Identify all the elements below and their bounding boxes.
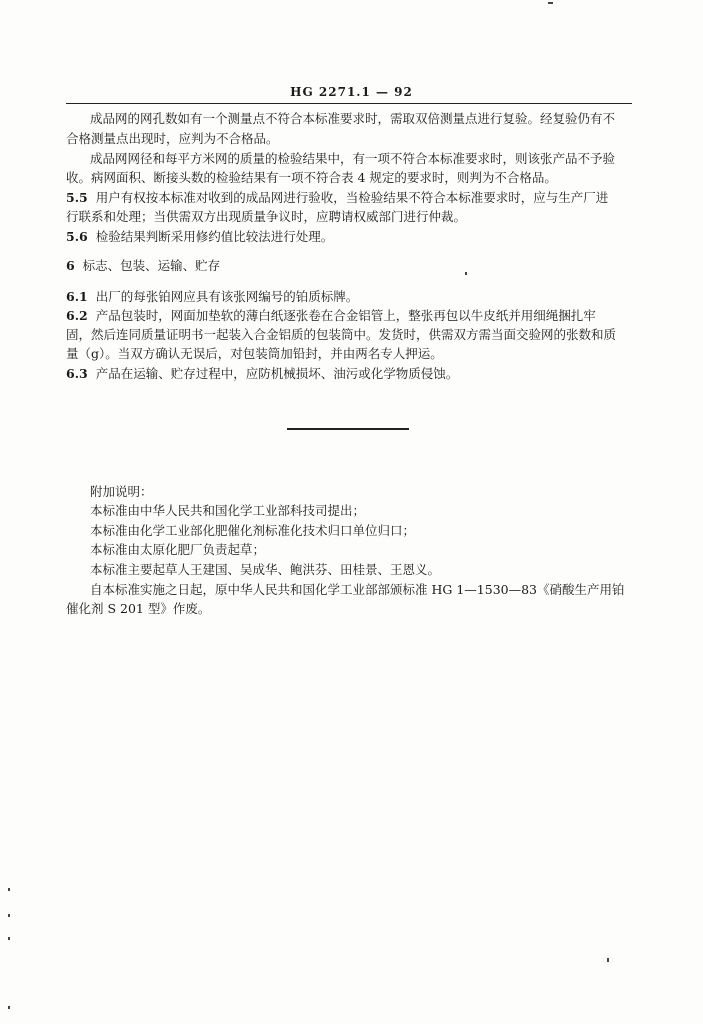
scan-speck <box>8 914 10 917</box>
scan-speck <box>8 888 10 891</box>
paragraph-line: 合格测量点出现时，应判为不合格品。 <box>66 131 279 146</box>
appendix-line: 本标准由中华人民共和国化学工业部科技司提出； <box>90 503 366 518</box>
paragraph-line: 固，然后连同质量证明书一起装入合金铝质的包装筒中。发货时，供需双方需当面交验网的张数和质 <box>66 327 617 342</box>
clause-text: 检验结果判断采用修约值比较法进行处理。 <box>95 229 334 244</box>
standard-code-header: HG 2271.1 — 92 <box>290 85 413 99</box>
clause-text: 用户有权按本标准对收到的成品网进行验收，当检验结果不符合本标准要求时，应与生产厂进 <box>95 190 609 205</box>
appendix-line: 本标准主要起草人王建国、吴成华、鲍洪芬、田桂景、王恩义。 <box>90 562 441 577</box>
section-title: 标志、包装、运输、贮存 <box>82 258 221 273</box>
clause-5-5 <box>66 190 608 206</box>
scan-speck <box>8 937 10 940</box>
appendix-line: 本标准由太原化肥厂负责起草； <box>90 542 266 557</box>
clause-number: 6.3 <box>66 366 88 381</box>
scan-speck <box>465 272 467 275</box>
section-number: 6 <box>66 258 75 273</box>
paragraph-line: 成品网网径和每平方米网的质量的检验结果中，有一项不符合本标准要求时，则该张产品不予验 <box>90 151 616 166</box>
clause-6-1 <box>66 289 358 305</box>
clause-6-3 <box>66 366 458 382</box>
appendix-title: 附加说明： <box>90 484 153 499</box>
clause-text: 产品包装时，网面加垫软的薄白纸逐张卷在合金铝管上，整张再包以牛皮纸并用细绳捆扎牢 <box>95 308 596 323</box>
header-rule <box>66 103 632 104</box>
clause-number: 5.5 <box>66 190 88 205</box>
paragraph-line: 收。病网面积、断接头数的检验结果有一项不符合表 4 规定的要求时，则判为不合格品。 <box>66 170 557 185</box>
clause-number: 6.2 <box>66 308 88 323</box>
paragraph-line: 成品网的网孔数如有一个测量点不符合本标准要求时，需取双倍测量点进行复验。经复验仍有不 <box>90 111 616 126</box>
appendix-line: 催化剂 S 201 型》作废。 <box>66 601 211 616</box>
clause-text: 出厂的每张铂网应具有该张网编号的铂质标牌。 <box>95 289 359 304</box>
end-separator-rule <box>287 428 409 430</box>
scan-speck <box>548 2 553 4</box>
clause-6-2 <box>66 308 596 324</box>
clause-5-6 <box>66 229 333 245</box>
clause-text: 产品在运输、贮存过程中，应防机械损坏、油污或化学物质侵蚀。 <box>95 366 459 381</box>
paragraph-line: 量（g）。当双方确认无误后，对包装筒加铅封，并由两名专人押运。 <box>66 346 443 361</box>
scan-speck <box>607 958 609 962</box>
clause-number: 5.6 <box>66 229 88 244</box>
section-6-heading <box>66 258 220 274</box>
scan-speck <box>8 1006 10 1009</box>
appendix-line: 自本标准实施之日起，原中华人民共和国化学工业部部颁标准 HG 1—1530—83《硝酸生产用铂 <box>90 582 625 597</box>
paragraph-line: 行联系和处理；当供需双方出现质量争议时，应聘请权威部门进行仲裁。 <box>66 209 467 224</box>
clause-number: 6.1 <box>66 289 88 304</box>
appendix-line: 本标准由化学工业部化肥催化剂标准化技术归口单位归口； <box>90 523 416 538</box>
